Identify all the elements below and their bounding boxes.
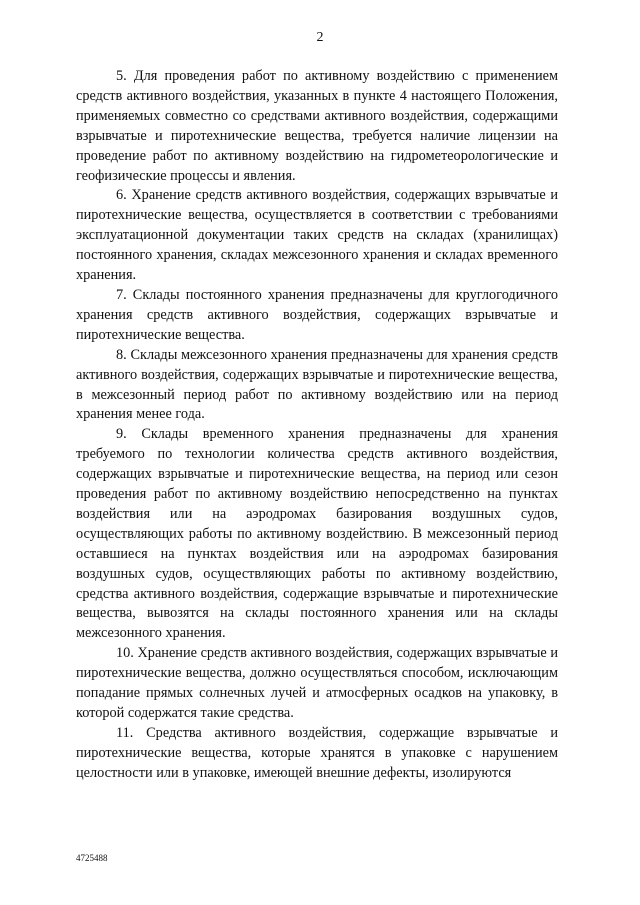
document-body [76, 67, 558, 784]
paragraph-9: 9. Склады временного хранения предназначены для хранения требуемого по технологии количества средств активного воздействия, содержащих взрывчатые и пиротехнические вещества, на период или сезон проведения работ по активному воздействию непосредственно на пунктах воздействия или на аэродромах базирования воздушных судов, осуществляющих работы по активному воздействию. В межсезонный период оставшиеся на пунктах воздействия или на аэродромах базирования воздушных судов, осуществляющих работы по активному воздействию, средства активного воздействия, содержащие взрывчатые и пиротехнические вещества, вывозятся на склады постоянного хранения или на склады межсезонного хранения. [76, 426, 558, 642]
paragraph-6: 6. Хранение средств активного воздействия, содержащих взрывчатые и пиротехнические вещества, осуществляется в соответствии с требованиями эксплуатационной документации таких средств на складах (хранилищах) постоянного хранения, складах межсезонного хранения и складах временного хранения. [76, 187, 558, 284]
paragraph-8: 8. Склады межсезонного хранения предназначены для хранения средств активного воздействия, содержащих взрывчатые и пиротехнические вещества, в межсезонный период работ по активному воздействию или на период хранения менее года. [76, 346, 558, 423]
document-id: 4725488 [76, 853, 108, 863]
paragraph-5: 5. Для проведения работ по активному воздействию с применением средств активного воздействия, указанных в пункте 4 настоящего Положения, применяемых совместно со средствами активного воздействия, содержащими взрывчатые и пиротехнические вещества, требуется наличие лицензии на проведение работ по активному воздействию на гидрометеорологические и геофизические процессы и явления. [76, 68, 558, 184]
paragraph-10: 10. Хранение средств активного воздействия, содержащих взрывчатые и пиротехнические вещества, должно осуществляться способом, исключающим попадание прямых солнечных лучей и атмосферных осадков на упаковку, в которой содержатся такие средства. [76, 645, 558, 721]
paragraph-11: 11. Средства активного воздействия, содержащие взрывчатые и пиротехнические вещества, которые хранятся в упаковке с нарушением целостности или в упаковке, имеющей внешние дефекты, изолируются [76, 724, 558, 781]
paragraph-7: 7. Склады постоянного хранения предназначены для круглогодичного хранения средств активного воздействия, содержащих взрывчатые и пиротехнические вещества. [76, 286, 558, 343]
page-number: 2 [316, 30, 324, 45]
